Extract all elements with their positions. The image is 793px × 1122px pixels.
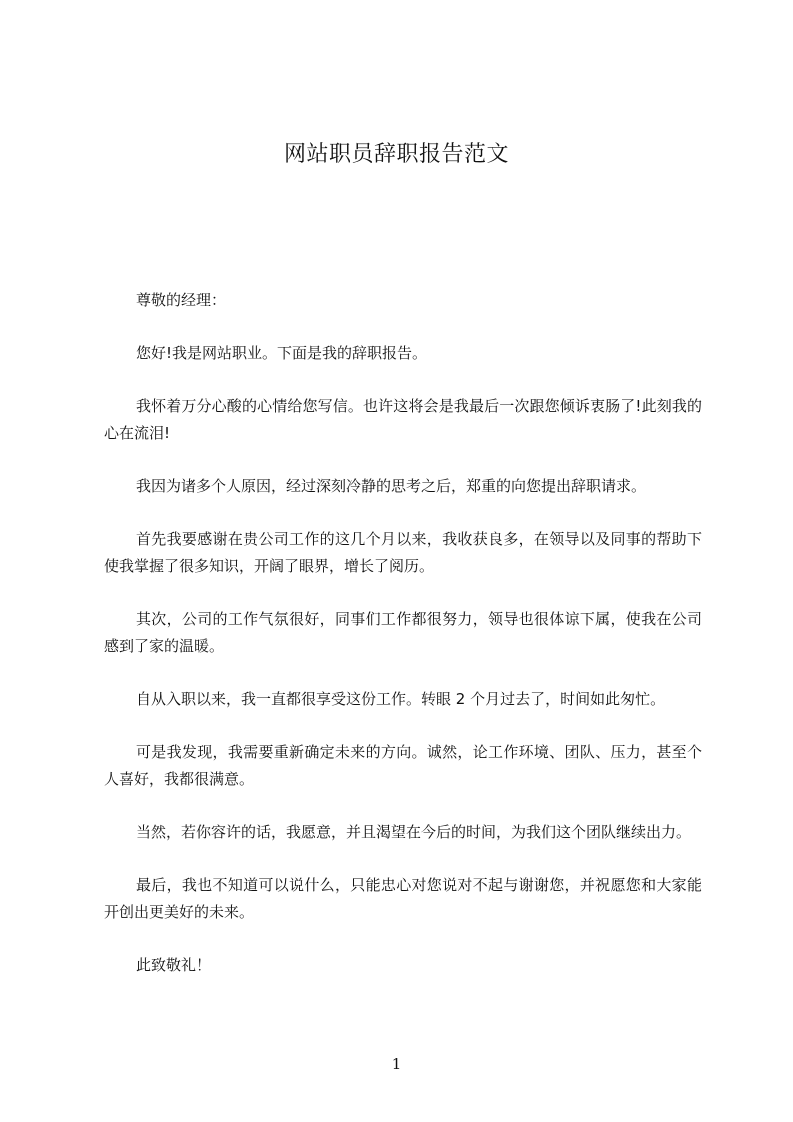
paragraph-willingness: 当然，若你容许的话，我愿意，并且渴望在今后的时间，为我们这个团队继续出力。 <box>136 823 692 841</box>
paragraph-atmosphere: 其次，公司的工作气氛很好，同事们工作都很努力，领导也很体谅下属，使我在公司感到了家的温暖。 <box>104 610 702 655</box>
paragraph-direction: 可是我发现，我需要重新确定未来的方向。诚然，论工作环境、团队、压力，甚至个人喜好，我都很满意。 <box>104 743 702 788</box>
paragraph-reason: 我因为诸多个人原因，经过深刻冷静的思考之后，郑重的向您提出辞职请求。 <box>136 477 647 495</box>
document-body <box>104 287 702 1005</box>
paragraph-greeting: 您好!我是网站职业。下面是我的辞职报告。 <box>136 344 428 362</box>
sign-off: 此致敬礼！ <box>136 956 212 974</box>
paragraph-closing: 最后，我也不知道可以说什么，只能忠心对您说对不起与谢谢您，并祝愿您和大家能开创出更美好的未来。 <box>104 876 702 921</box>
salutation: 尊敬的经理： <box>136 291 227 309</box>
document-title: 网站职员辞职报告范文 <box>283 142 509 167</box>
paragraph-feelings: 我怀着万分心酸的心情给您写信。也许这将会是我最后一次跟您倾诉衷肠了!此刻我的心在流泪! <box>104 397 702 442</box>
paragraph-enjoyment: 自从入职以来，我一直都很享受这份工作。转眼 2 个月过去了，时间如此匆忙。 <box>136 690 666 708</box>
paragraph-thanks: 首先我要感谢在贵公司工作的这几个月以来，我收获良多，在领导以及同事的帮助下使我掌握了很多知识，开阔了眼界，增长了阅历。 <box>104 530 702 575</box>
page-number: 1 <box>391 1055 402 1073</box>
